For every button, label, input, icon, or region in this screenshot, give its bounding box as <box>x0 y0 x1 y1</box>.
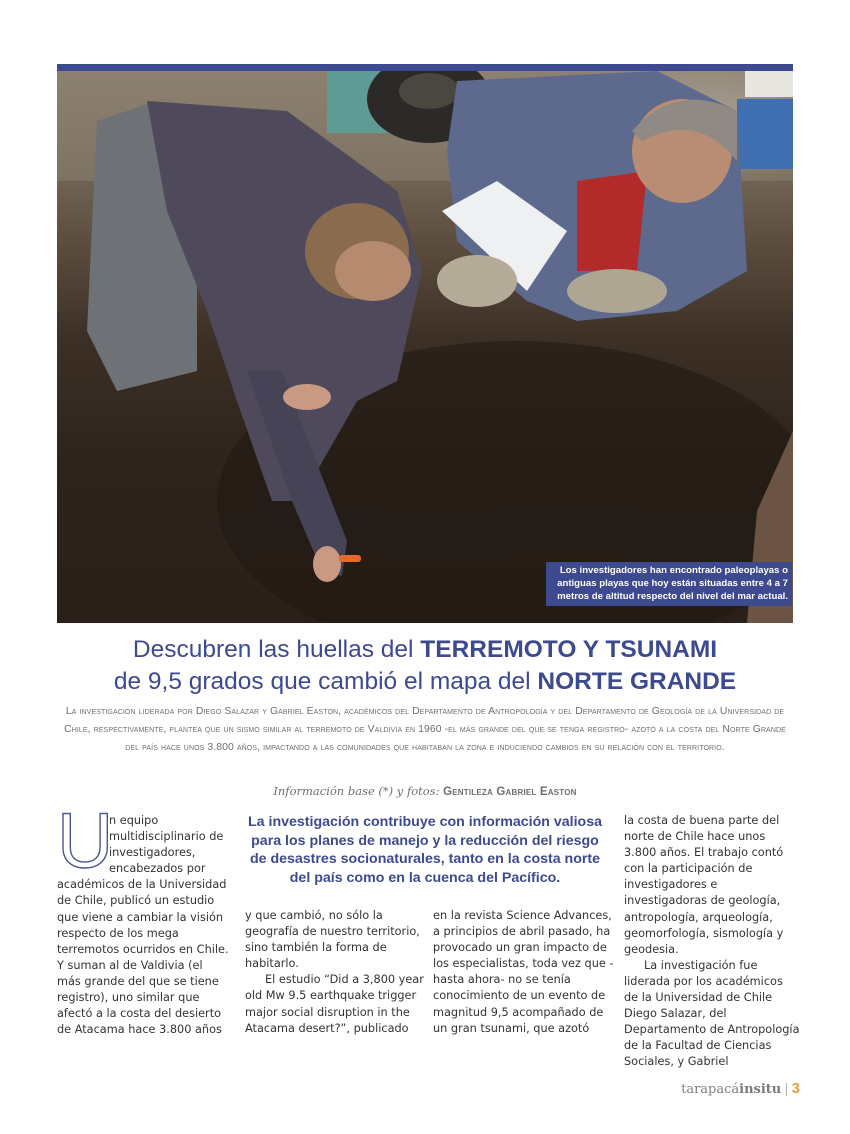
credit-name: Gentileza Gabriel Easton <box>443 786 577 798</box>
footer-separator: | <box>784 1082 789 1097</box>
body-column-1 <box>57 796 229 1038</box>
photo-caption: Los investigadores han encontrado paleoplayas o antiguas playas que hoy están situadas entre 4 a 7 metros de altitud respecto del nivel del mar actual. <box>546 562 792 606</box>
headline-line1-regular: Descubren las huellas del <box>132 636 421 663</box>
body-paragraph: en la revista Science Advances, a principios de abril pasado, ha provocado un gran impacto de los especialistas, toda vez que -hasta ahora- no se tenía conocimiento de un evento de magnitud 9,5 acompañado de un gran tsunami, que azotó <box>433 909 614 1035</box>
article-photo <box>57 71 793 623</box>
page-footer <box>681 1080 800 1097</box>
top-accent-bar <box>57 64 793 71</box>
body-column-4 <box>624 813 800 1071</box>
article-headline <box>60 634 790 698</box>
body-paragraph: y que cambió, no sólo la geografía de nuestro territorio, sino también la forma de habitarlo. <box>245 909 420 971</box>
headline-line1-bold: TERREMOTO Y TSUNAMI <box>420 636 718 663</box>
headline-line2-bold: NORTE GRANDE <box>537 668 737 695</box>
body-column-2 <box>245 908 425 1037</box>
photo-credit <box>200 784 650 798</box>
magazine-brand: tarapacáinsitu <box>681 1082 782 1097</box>
credit-label: Información base (*) y fotos: <box>273 784 440 798</box>
article-lede: La investigación liderada por Diego Salazar y Gabriel Easton, académicos del Departamento de Antropología y del Departamento de Geología de la Universidad de Chile, respectivamente, plantea que un sismo similar al terremoto de Valdivia en 1960 -el más grande del que se tenga registro- azotó a la costa del Norte Grande del país hace unos 3.800 años, impactando a las comunidades que habitaban la zona e induciendo cambios en su relación con el territorio. <box>64 706 786 753</box>
pull-quote: La investigación contribuye con información valiosa para los planes de manejo y la reducción del riesgo de desastres socionaturales, tanto en la costa norte del país como en la cuenca del Pacífico. <box>248 814 602 886</box>
headline-line2-regular: de 9,5 grados que cambió el mapa del <box>113 668 538 695</box>
body-column-3 <box>433 908 615 1037</box>
body-paragraph: la costa de buena parte del norte de Chile hace unos 3.800 años. El trabajo contó con la participación de investigadores e investigadoras de geología, antropología, arqueología, geomorfología, sismología y geodesia. <box>624 814 784 956</box>
body-paragraph: n equipo multidisciplinario de investigadores, encabezados por académicos de la Universidad de Chile, publicó un estudio que viene a cambiar la visión respecto de los mega terremotos ocurridos en Chile. Y suman al de Valdivia (el más grande del que se tiene registro), uno similar que afectó a la costa del desierto de Atacama hace 3.800 años <box>57 814 229 1037</box>
excavation-scene-illustration <box>57 71 793 623</box>
body-paragraph: El estudio “Did a 3,800 year old Mw 9.5 earthquake trigger major social disruption in the Atacama desert?”, publicado <box>245 973 424 1035</box>
drop-cap: U <box>57 796 114 884</box>
body-paragraph: La investigación fue liderada por los académicos de la Universidad de Chile Diego Salazar, del Departamento de Antropología de la Facultad de Ciencias Sociales, y Gabriel <box>624 958 800 1069</box>
page-number: 3 <box>791 1080 800 1097</box>
